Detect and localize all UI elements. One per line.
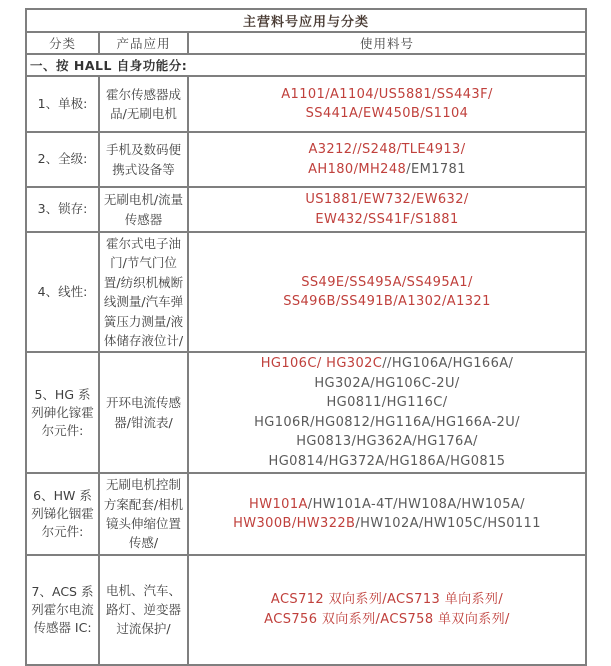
- category-cell: 6、HW 系列锑化铟霍尔元件:: [26, 473, 99, 555]
- application-cell: 手机及数码便携式设备等: [99, 132, 188, 187]
- part-number-segment: //HG106A/HG166A/: [382, 356, 514, 372]
- part-number-segment: ACS756 双向系列/ACS758 单双向系列/: [264, 611, 510, 627]
- application-cell: 无刷电机/流量传感器: [99, 187, 188, 232]
- category-cell: 4、线性:: [26, 232, 99, 352]
- part-number-line: [192, 273, 582, 293]
- part-numbers-cell: [188, 473, 586, 555]
- title-row: [26, 9, 586, 32]
- table-row: [26, 232, 586, 352]
- part-number-segment: /HW101A-4T/HW108A/HW105A/: [307, 496, 525, 512]
- part-number-segment: HG106C/ HG302C: [260, 356, 383, 372]
- table-row: [26, 187, 586, 232]
- part-number-line: [192, 292, 582, 312]
- part-number-line: [192, 104, 582, 124]
- part-numbers-cell: [188, 352, 586, 473]
- part-number-line: [192, 432, 582, 452]
- part-number-segment: HG0814/HG372A/HG186A/HG0815: [268, 453, 506, 469]
- part-number-line: [192, 85, 582, 105]
- column-header-part-numbers: 使用料号: [188, 32, 586, 54]
- part-number-segment: US1881/EW732/EW632/: [305, 192, 469, 207]
- part-numbers-cell: [188, 232, 586, 352]
- part-number-segment: EW432/SS41F/S1881: [315, 211, 459, 227]
- part-number-segment: /EM1781: [406, 161, 466, 177]
- part-number-line: [192, 514, 582, 534]
- part-numbers-cell: [188, 555, 586, 665]
- application-cell: 霍尔传感器成品/无刷电机: [99, 76, 188, 132]
- part-number-line: [192, 160, 582, 180]
- part-number-line: [192, 393, 582, 413]
- application-cell: 开环电流传感器/钳流表/: [99, 352, 188, 473]
- application-cell: 霍尔式电子油门/节气门位置/纺织机械断线测量/汽车弹簧压力测量/液体储存液位计/: [99, 232, 188, 352]
- category-cell: 5、HG 系列砷化镓霍尔元件:: [26, 352, 99, 473]
- part-number-segment: A1101/A1104/US5881/SS443F/: [281, 86, 493, 102]
- part-number-segment: SS441A/EW450B/S1104: [305, 106, 469, 121]
- section-header: 一、按 HALL 自身功能分:: [26, 54, 586, 76]
- application-cell: 电机、汽车、路灯、逆变器过流保护/: [99, 555, 188, 665]
- table-row: [26, 132, 586, 187]
- part-number-segment: SS496B/SS491B/A1302/A1321: [283, 294, 491, 310]
- part-number-line: [192, 374, 582, 394]
- part-numbers-cell: [188, 187, 586, 232]
- part-number-segment: AH180/MH248: [308, 161, 407, 177]
- part-number-segment: HG302A/HG106C-2U/: [314, 375, 460, 391]
- part-number-segment: A3212//S248/TLE4913/: [308, 142, 466, 157]
- table-row: [26, 555, 586, 665]
- part-number-line: [192, 354, 582, 374]
- part-number-segment: /HW102A/HW105C/HS0111: [355, 516, 541, 531]
- part-number-segment: HG106R/HG0812/HG116A/HG166A-2U/: [254, 414, 520, 430]
- part-number-line: [192, 140, 582, 160]
- section-header-row: [26, 54, 586, 76]
- part-number-line: [192, 210, 582, 230]
- classification-table-sheet: [25, 8, 585, 666]
- part-number-segment: HW101A: [249, 496, 308, 512]
- category-cell: 7、ACS 系列霍尔电流传感器 IC:: [26, 555, 99, 665]
- part-numbers-cell: [188, 76, 586, 132]
- table-row: [26, 76, 586, 132]
- application-cell: 无刷电机控制方案配套/相机镜头伸缩位置传感/: [99, 473, 188, 555]
- part-number-segment: ACS712 双向系列/ACS713 单向系列/: [270, 592, 504, 608]
- column-header-category: 分类: [26, 32, 99, 54]
- category-cell: 2、全级:: [26, 132, 99, 187]
- part-numbers-cell: [188, 132, 586, 187]
- table-row: [26, 352, 586, 473]
- part-number-line: [192, 190, 582, 210]
- category-cell: 1、单极:: [26, 76, 99, 132]
- column-header-application: 产品应用: [99, 32, 188, 54]
- table-row: [26, 473, 586, 555]
- part-number-segment: HG0811/HG116C/: [326, 395, 448, 411]
- part-number-line: [192, 610, 582, 630]
- category-cell: 3、锁存:: [26, 187, 99, 232]
- part-number-segment: HG0813/HG362A/HG176A/: [296, 434, 478, 450]
- part-number-segment: SS49E/SS495A/SS495A1/: [301, 274, 473, 290]
- part-number-line: [192, 590, 582, 610]
- table-body: [26, 76, 586, 665]
- part-number-line: [192, 452, 582, 472]
- part-number-line: [192, 495, 582, 515]
- table-title: 主营料号应用与分类: [26, 9, 586, 32]
- column-header-row: [26, 32, 586, 54]
- part-number-segment: HW300B/HW322B: [233, 516, 356, 531]
- part-number-line: [192, 413, 582, 433]
- part-number-table: [25, 8, 587, 666]
